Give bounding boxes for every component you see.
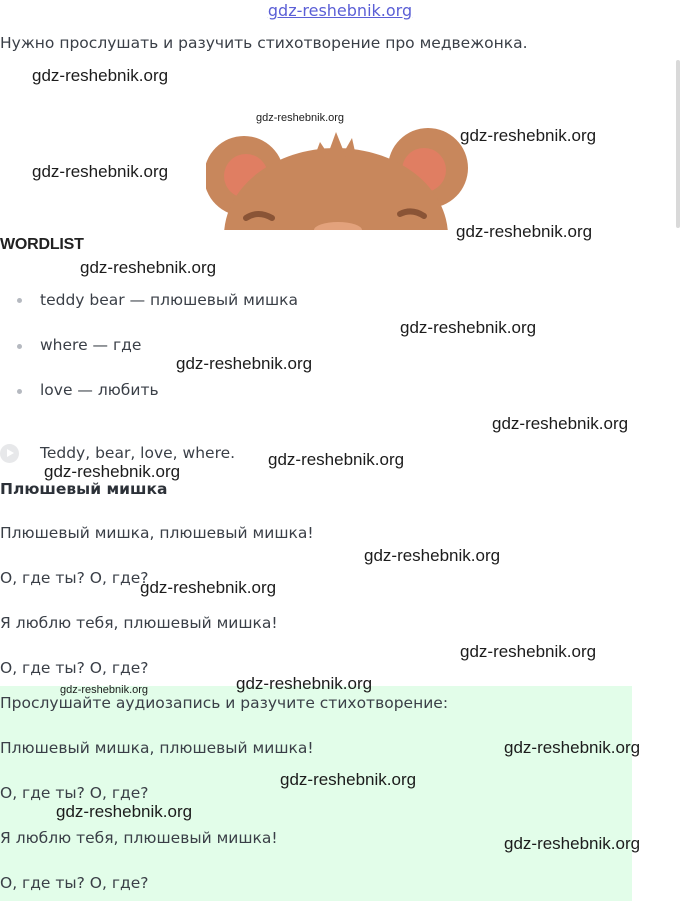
watermark: gdz-reshebnik.org — [236, 674, 373, 693]
bullet-icon — [17, 344, 22, 349]
watermark: gdz-reshebnik.org — [32, 162, 169, 181]
watermark: gdz-reshebnik.org — [268, 450, 405, 469]
poem-line: O, где ты? O, где? — [0, 569, 149, 587]
watermark: gdz-reshebnik.org — [460, 126, 597, 145]
audio-text: Teddy, bear, love, where. — [40, 444, 236, 462]
poem-line: Плюшевый мишка, плюшевый мишка! — [0, 524, 314, 542]
watermark: gdz-reshebnik.org — [492, 414, 629, 433]
watermark: gdz-reshebnik.org — [364, 546, 501, 565]
wordlist-item: teddy bear — плюшевый мишка — [40, 291, 298, 309]
task-line: O, где ты? O, где? — [0, 874, 149, 892]
site-header-link[interactable]: gdz-reshebnik.org — [267, 1, 413, 20]
watermark: gdz-reshebnik.org — [400, 318, 537, 337]
watermark: gdz-reshebnik.org — [32, 66, 169, 85]
task-instruction: Прослушайте аудиозапись и разучите стихотворение: — [0, 694, 449, 712]
poem-title: Плюшевый мишка — [0, 480, 168, 498]
watermark: gdz-reshebnik.org — [60, 684, 149, 696]
watermark: gdz-reshebnik.org — [44, 462, 181, 481]
play-audio-button[interactable] — [0, 444, 19, 463]
task-line: Плюшевый мишка, плюшевый мишка! — [0, 739, 314, 757]
watermark: gdz-reshebnik.org — [56, 802, 193, 821]
watermark: gdz-reshebnik.org — [504, 834, 641, 853]
bullet-icon — [17, 389, 22, 394]
watermark: gdz-reshebnik.org — [176, 354, 313, 373]
watermark: gdz-reshebnik.org — [140, 578, 277, 597]
watermark: gdz-reshebnik.org — [80, 258, 217, 277]
wordlist-item: where — где — [40, 336, 142, 354]
task-line: O, где ты? O, где? — [0, 784, 149, 802]
teddy-bear-icon — [206, 118, 468, 230]
intro-text: Нужно прослушать и разучить стихотворение про медвежонка. — [0, 34, 528, 52]
wordlist-heading: WORDLIST — [0, 236, 84, 253]
task-line: Я люблю тебя, плюшевый мишка! — [0, 829, 278, 847]
bullet-icon — [17, 298, 22, 303]
watermark: gdz-reshebnik.org — [280, 770, 417, 789]
poem-line: O, где ты? O, где? — [0, 659, 149, 677]
watermark: gdz-reshebnik.org — [460, 642, 597, 661]
watermark: gdz-reshebnik.org — [256, 112, 345, 124]
wordlist-item: love — любить — [40, 381, 159, 399]
scrollbar[interactable] — [676, 60, 680, 228]
watermark: gdz-reshebnik.org — [504, 738, 641, 757]
watermark: gdz-reshebnik.org — [456, 222, 593, 241]
poem-line: Я люблю тебя, плюшевый мишка! — [0, 614, 278, 632]
